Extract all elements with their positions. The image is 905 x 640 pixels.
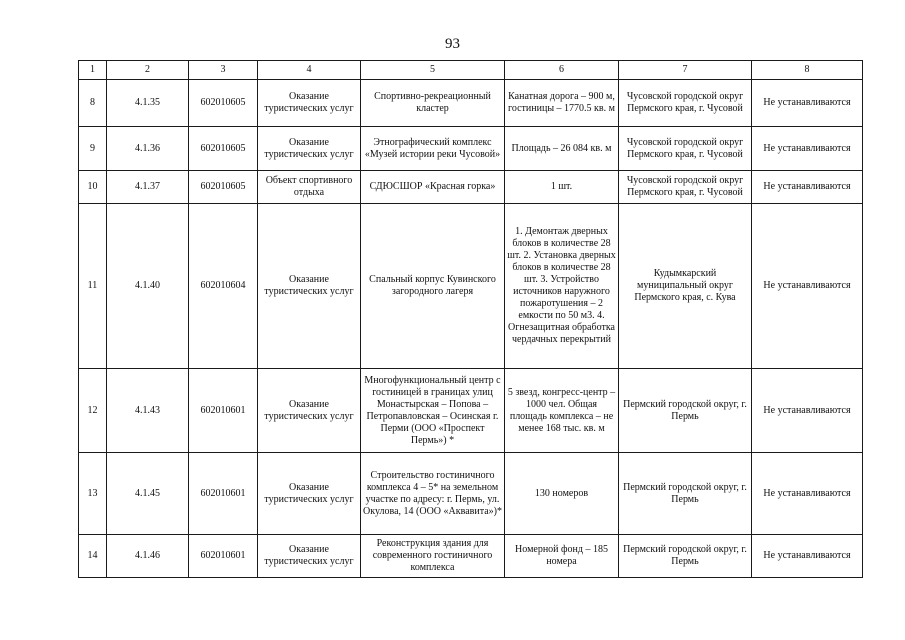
table-row	[79, 171, 863, 204]
table-cell: 602010601	[189, 369, 258, 453]
column-header: 3	[189, 61, 258, 80]
table-cell: 4.1.46	[107, 535, 189, 578]
page-number: 93	[445, 36, 460, 52]
table-cell: 4.1.43	[107, 369, 189, 453]
column-header: 4	[258, 61, 361, 80]
column-header: 2	[107, 61, 189, 80]
table-cell: Оказание туристических услуг	[258, 127, 361, 171]
table-cell: Чусовской городской округ Пермского края, г. Чусовой	[619, 171, 752, 204]
table-cell: Не устанавливаются	[752, 369, 863, 453]
table-cell: Пермский городской округ, г. Пермь	[619, 453, 752, 535]
table-row	[79, 127, 863, 171]
table-cell: 11	[79, 204, 107, 369]
table-cell: 4.1.37	[107, 171, 189, 204]
table-cell: 1. Демонтаж дверных блоков в количестве 28 шт. 2. Установка дверных блоков в количестве 28 шт. 3. Устройство источников наружного пожаротушения – 2 емкости по 50 м3. 4. Огнезащитная обработка чердачных перекрытий	[505, 204, 619, 369]
table-row	[79, 204, 863, 369]
table-cell: Не устанавливаются	[752, 535, 863, 578]
table-cell: 5 звезд, конгресс-центр – 1000 чел. Общая площадь комплекса – не менее 168 тыс. кв. м	[505, 369, 619, 453]
table-row	[79, 80, 863, 127]
table-cell: 602010605	[189, 80, 258, 127]
table-cell: Оказание туристических услуг	[258, 204, 361, 369]
table-cell: 12	[79, 369, 107, 453]
table-cell: Пермский городской округ, г. Пермь	[619, 369, 752, 453]
table-cell: Не устанавливаются	[752, 127, 863, 171]
table-cell: 9	[79, 127, 107, 171]
table-cell: Объект спортивного отдыха	[258, 171, 361, 204]
table-cell: 602010601	[189, 453, 258, 535]
table-cell: 1 шт.	[505, 171, 619, 204]
table-cell: 4.1.35	[107, 80, 189, 127]
table-cell: Оказание туристических услуг	[258, 369, 361, 453]
table-cell: 14	[79, 535, 107, 578]
table-row	[79, 453, 863, 535]
table-cell: Чусовской городской округ Пермского края, г. Чусовой	[619, 127, 752, 171]
table-cell: 4.1.36	[107, 127, 189, 171]
column-header: 5	[361, 61, 505, 80]
column-header: 7	[619, 61, 752, 80]
table-cell: Канатная дорога – 900 м, гостиницы – 1770.5 кв. м	[505, 80, 619, 127]
table-cell: 8	[79, 80, 107, 127]
table-row	[79, 369, 863, 453]
table-cell: Кудымкарский муниципальный округ Пермского края, с. Кува	[619, 204, 752, 369]
column-header: 1	[79, 61, 107, 80]
document-table	[78, 60, 863, 578]
table-cell: 4.1.45	[107, 453, 189, 535]
table-cell: Строительство гостиничного комплекса 4 – 5* на земельном участке по адресу: г. Пермь, ул. Окулова, 14 (ООО «Аквавита»)*	[361, 453, 505, 535]
table-cell: Оказание туристических услуг	[258, 535, 361, 578]
table-cell: Спальный корпус Кувинского загородного лагеря	[361, 204, 505, 369]
table-cell: 4.1.40	[107, 204, 189, 369]
table-row	[79, 535, 863, 578]
table-cell: 13	[79, 453, 107, 535]
table-cell: 602010605	[189, 127, 258, 171]
table-cell: 602010601	[189, 535, 258, 578]
table-cell: 130 номеров	[505, 453, 619, 535]
table-cell: 602010604	[189, 204, 258, 369]
column-header: 6	[505, 61, 619, 80]
column-header: 8	[752, 61, 863, 80]
table-cell: Оказание туристических услуг	[258, 453, 361, 535]
table-cell: Спортивно-рекреационный кластер	[361, 80, 505, 127]
table-cell: Не устанавливаются	[752, 453, 863, 535]
table-header-row	[79, 61, 863, 80]
table-cell: СДЮСШОР «Красная горка»	[361, 171, 505, 204]
table-cell: Площадь – 26 084 кв. м	[505, 127, 619, 171]
table-cell: 602010605	[189, 171, 258, 204]
table-cell: Чусовской городской округ Пермского края, г. Чусовой	[619, 80, 752, 127]
table-cell: Не устанавливаются	[752, 171, 863, 204]
table-cell: Оказание туристических услуг	[258, 80, 361, 127]
table-cell: 10	[79, 171, 107, 204]
table-cell: Многофункциональный центр с гостиницей в границах улиц Монастырская – Попова – Петропавловская – Осинская г. Перми (ООО «Проспект Пермь») *	[361, 369, 505, 453]
table-cell: Не устанавливаются	[752, 204, 863, 369]
table-cell: Не устанавливаются	[752, 80, 863, 127]
table-cell: Этнографический комплекс «Музей истории реки Чусовой»	[361, 127, 505, 171]
table-cell: Номерной фонд – 185 номера	[505, 535, 619, 578]
table-cell: Пермский городской округ, г. Пермь	[619, 535, 752, 578]
table-cell: Реконструкция здания для современного гостиничного комплекса	[361, 535, 505, 578]
